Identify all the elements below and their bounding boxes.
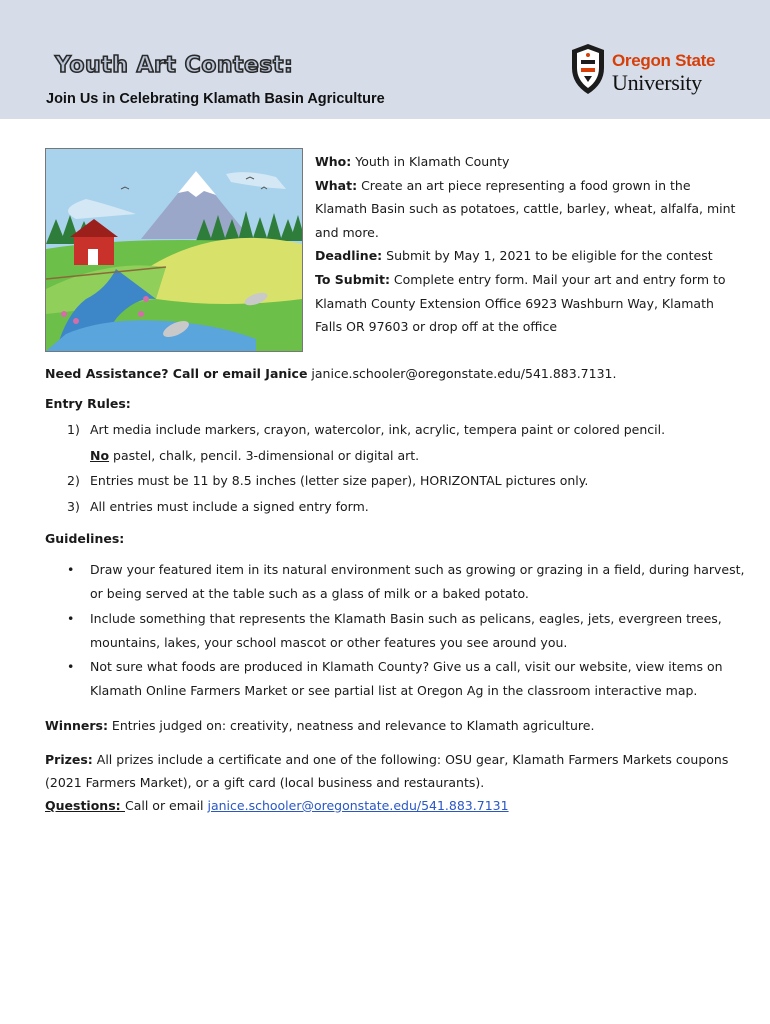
guidelines-list [45, 558, 745, 704]
header-band [0, 0, 770, 119]
questions-text: Call or email [124, 797, 208, 813]
deadline-label: Deadline: [315, 248, 383, 264]
page-title: Youth Art Contest: [55, 53, 294, 78]
guideline-item [45, 607, 745, 656]
deadline-line [315, 244, 745, 268]
page-subtitle: Join Us in Celebrating Klamath Basin Agriculture [46, 91, 385, 107]
rule-item [45, 468, 745, 494]
entry-rules-heading: Entry Rules: [45, 396, 131, 411]
contest-info [315, 150, 745, 339]
winners-text: Entries judged on: creativity, neatness and relevance to Klamath agriculture. [107, 717, 595, 733]
what-label: What: [315, 177, 358, 193]
guideline-text: Not sure what foods are produced in Klamath County? Give us a call, visit our website, view items on Klamath Online Farmers Market or see partial list at Oregon Ag in the classroom interactive map. [90, 659, 723, 699]
rule-text: All entries must include a signed entry form. [90, 498, 369, 514]
rule-number: 2) [67, 473, 80, 488]
entry-rules-list [45, 417, 745, 519]
submit-text: Complete entry form. Mail your art and entry form to Klamath County Extension Office 6923 Washburn Way, Klamath Falls OR 97603 or drop off at the office [315, 271, 726, 335]
prizes-line [45, 748, 745, 794]
what-line [315, 174, 745, 245]
contact-email-link[interactable]: janice.schooler@oregonstate.edu/541.883.7131 [207, 797, 509, 813]
who-text: Youth in Klamath County [351, 154, 510, 169]
questions-line [45, 794, 745, 817]
prizes-label: Prizes: [45, 751, 93, 767]
landscape-drawing [46, 149, 302, 351]
deadline-text: Submit by May 1, 2021 to be eligible for the contest [382, 248, 713, 264]
guideline-text: Draw your featured item in its natural environment such as growing or grazing in a field, during harvest, or being served at the table such as a glass of milk or a baked potato. [90, 562, 745, 602]
rule-text: Entries must be 11 by 8.5 inches (letter size paper), HORIZONTAL pictures only. [90, 473, 589, 488]
rule-number: 1) [67, 422, 80, 437]
bullet-icon: • [67, 659, 75, 675]
submit-line [315, 268, 745, 339]
rule-item [45, 494, 745, 520]
rule-text-cont: pastel, chalk, pencil. 3-dimensional or digital art. [109, 447, 420, 463]
bullet-icon: • [67, 562, 75, 577]
osu-seal-icon [568, 42, 608, 96]
guideline-item [45, 558, 745, 607]
rule-item [45, 417, 745, 468]
logo-line2: University [612, 70, 702, 95]
guideline-text: Include something that represents the Klamath Basin such as pelicans, eagles, jets, evergreen trees, mountains, lakes, your school mascot or other features you see around you. [90, 610, 722, 650]
rule-no-emphasis: No [90, 447, 110, 463]
winners-label: Winners: [45, 717, 108, 733]
winners-line [45, 714, 745, 738]
rule-number: 3) [67, 498, 80, 514]
assistance-label: Need Assistance? Call or email Janice [45, 366, 308, 381]
rule-text: Art media include markers, crayon, watercolor, ink, acrylic, tempera paint or colored pencil. [90, 422, 666, 437]
questions-label: Questions: [45, 797, 125, 813]
what-text: Create an art piece representing a food grown in the Klamath Basin such as potatoes, cattle, barley, wheat, alfalfa, mint and more. [315, 177, 736, 240]
assistance-contact: janice.schooler@oregonstate.edu/541.883.7131. [307, 366, 617, 381]
guideline-item [45, 655, 745, 704]
assistance-line [45, 362, 745, 386]
art-sample-image [45, 148, 303, 352]
who-line [315, 150, 745, 174]
guidelines-heading: Guidelines: [45, 531, 125, 546]
prizes-text: All prizes include a certificate and one of the following: OSU gear, Klamath Farmers Markets coupons (2021 Farmers Market), or a gift card (local business and restaurants). [45, 751, 729, 790]
bullet-icon: • [67, 610, 75, 626]
osu-logo [568, 42, 738, 98]
who-label: Who: [315, 154, 352, 169]
main-content [45, 362, 745, 817]
logo-line1: Oregon State [612, 51, 716, 70]
submit-label: To Submit: [315, 271, 390, 287]
